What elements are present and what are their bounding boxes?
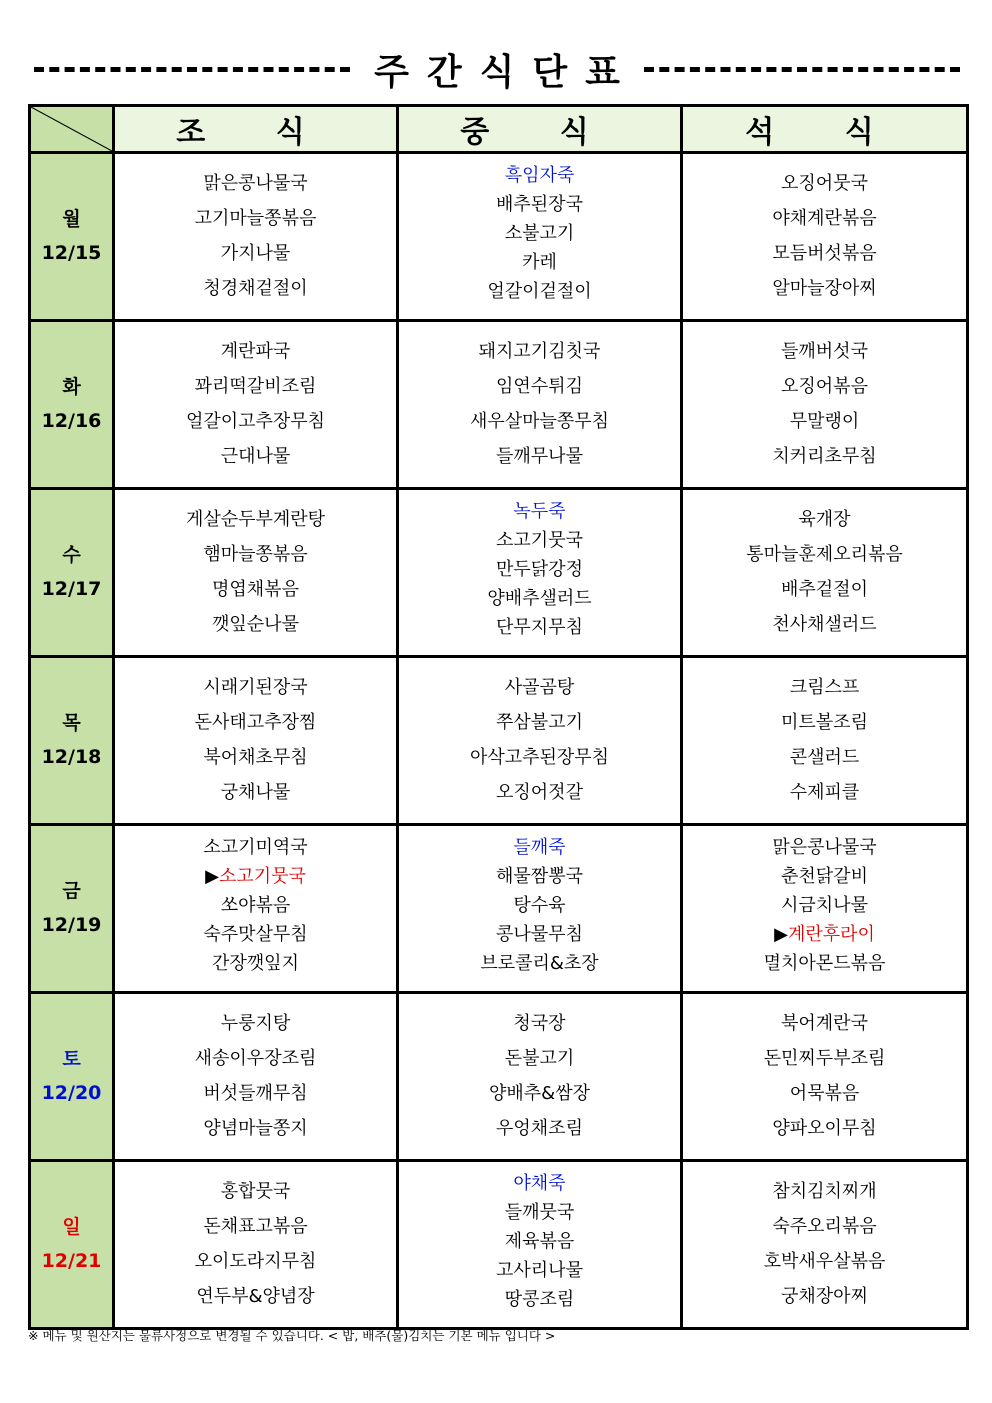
menu-item [489,1082,590,1106]
menu-item [195,375,317,399]
menu-item-text: 카레 [522,251,557,273]
date-label: 12/18 [41,745,102,768]
breakfast-menu-list [115,1180,396,1309]
day-row [30,1161,968,1329]
menu-item [487,280,591,304]
menu-item-text: 임연수튀김 [496,376,583,397]
menu-item [203,923,307,947]
menu-item-text: 궁채나물 [220,782,291,803]
menu-item [496,558,583,582]
arrow-marker-icon: ▶ [205,865,219,887]
menu-item-text: 야채계란볶음 [772,208,877,229]
dinner-menu-list [683,836,966,976]
header-lunch: 중 식 [398,106,682,153]
menu-item [195,207,317,231]
menu-item-text: 숙주맛살무침 [203,923,308,945]
breakfast-cell [114,993,398,1161]
menu-item [781,894,868,918]
breakfast-cell [114,1161,398,1329]
menu-item [186,508,325,532]
menu-item [790,410,860,434]
day-row [30,489,968,657]
menu-item [764,1250,886,1274]
menu-item-text: 흑임자죽 [504,164,575,186]
dinner-cell [682,657,968,825]
menu-item [781,1285,868,1309]
menu-item-text: 꽈리떡갈비조림 [194,376,317,397]
menu-item [203,1082,307,1106]
menu-item [772,1215,876,1239]
menu-item-text: 소고기미역국 [203,836,308,858]
menu-item-text: 육개장 [798,509,851,530]
dinner-cell [682,489,968,657]
weekday-label: 목 [62,712,81,735]
menu-item [496,616,583,640]
menu-item-text: 햄마늘쫑볶음 [203,544,308,565]
date-label: 12/19 [41,913,102,936]
lunch-cell [398,993,682,1161]
menu-item [496,923,583,947]
diagonal-line [31,107,112,151]
menu-item [505,1047,575,1071]
menu-item-text: 들깨뭇국 [504,1201,575,1223]
menu-item-text: 게살순두부계란탕 [185,509,326,530]
weekday-label: 금 [62,880,81,903]
menu-item [496,1117,583,1141]
menu-item [203,1117,307,1141]
day-label-cell [30,153,114,321]
dinner-cell [682,153,968,321]
breakfast-menu-list [115,508,396,637]
day-label-cell [30,825,114,993]
day-label-cell [30,321,114,489]
corner-cell [30,106,114,153]
menu-item-text: 콩나물무침 [496,923,583,945]
menu-item-text: 숙주오리볶음 [772,1216,877,1237]
dinner-menu-list [683,340,966,469]
menu-item-text: 궁채장아찌 [781,1286,868,1307]
breakfast-cell [114,657,398,825]
lunch-menu-list [399,676,680,805]
page-title: 주간식단표 [374,51,638,93]
menu-item-text: 사골곰탕 [504,677,575,698]
title-dash-left [34,67,350,72]
menu-item [221,1180,291,1204]
menu-item-text: 새우살마늘쫑무침 [469,411,610,432]
menu-item-text: 돼지고기김칫국 [478,341,601,362]
menu-item [790,1082,860,1106]
menu-item [480,952,598,976]
menu-item [203,1215,307,1239]
menu-item [781,865,868,889]
menu-item [522,251,557,275]
day-label-cell [30,489,114,657]
dinner-menu-list [683,676,966,805]
menu-item-text: 천사채샐러드 [772,614,877,635]
menu-item [772,1117,876,1141]
breakfast-menu-list [115,1012,396,1141]
menu-item [496,1259,583,1283]
menu-item-text: 들깨무나물 [496,446,583,467]
menu-item [781,1012,868,1036]
menu-item-text: 누룽지탕 [220,1013,291,1034]
menu-item-text: 소불고기 [504,222,575,244]
dinner-cell [682,321,968,489]
dinner-menu-list [683,508,966,637]
menu-item [781,375,868,399]
lunch-cell [398,321,682,489]
porridge-item [513,500,565,524]
breakfast-cell [114,489,398,657]
breakfast-menu-list [115,340,396,469]
menu-item [772,613,876,637]
menu-item-text: 만두닭강정 [496,558,583,580]
date-label: 12/16 [41,409,102,432]
dinner-cell [682,1161,968,1329]
menu-item-text: 소고기뭇국 [218,865,306,887]
menu-item-text: 수제피클 [789,782,860,803]
breakfast-cell [114,321,398,489]
menu-item [221,340,291,364]
menu-item [203,676,307,700]
menu-item-text: 미트볼조림 [781,712,868,733]
dinner-cell [682,993,968,1161]
weekly-menu-table [28,104,969,1330]
menu-item-text: 무말랭이 [789,411,860,432]
lunch-cell [398,1161,682,1329]
menu-item [781,172,868,196]
menu-item [203,543,307,567]
header-dinner: 석 식 [682,106,968,153]
menu-item [203,277,307,301]
menu-item-text: 새송이우장조림 [194,1048,317,1069]
menu-item-text: 고기마늘쫑볶음 [194,208,317,229]
menu-item [790,781,860,805]
menu-item [186,410,325,434]
menu-item [221,781,291,805]
menu-item [221,242,291,266]
weekday-label: 월 [62,208,81,231]
menu-item-text: 맑은콩나물국 [772,836,877,858]
menu-item-text: 오이도라지무침 [194,1251,317,1272]
menu-item-text: 시금치나물 [781,894,868,916]
weekday-label: 일 [62,1216,81,1239]
lunch-menu-list [399,1012,680,1141]
breakfast-menu-list [115,676,396,805]
menu-item-text: 버섯들깨무침 [203,1083,308,1104]
menu-item [470,410,609,434]
menu-item-text: 돈불고기 [504,1048,575,1069]
menu-item-text: 어묵볶음 [789,1083,860,1104]
menu-item-text: 근대나물 [220,446,291,467]
lunch-cell [398,489,682,657]
menu-item-text: 우엉채조림 [496,1118,583,1139]
menu-item-text: 녹두죽 [513,500,566,522]
menu-item [772,445,876,469]
day-row [30,657,968,825]
date-label: 12/20 [41,1081,102,1104]
menu-item-text: 쭈삼불고기 [496,712,583,733]
menu-item-text: 배추된장국 [496,193,583,215]
menu-item-text: 소고기뭇국 [496,529,583,551]
menu-item [496,375,583,399]
menu-item-text: 홍합뭇국 [220,1181,291,1202]
arrow-marker-icon: ▶ [774,923,788,945]
menu-item-text: 콘샐러드 [789,747,860,768]
menu-item [221,445,291,469]
porridge-item [513,1172,565,1196]
menu-item-text: 브로콜리&초장 [480,952,599,974]
menu-item-text: 간장깻잎지 [212,952,299,974]
menu-item-text: 명엽채볶음 [212,579,299,600]
menu-item [764,952,886,976]
footnote: ※ 메뉴 및 원산지는 물류사정으로 변경될 수 있습니다. < 밥, 배추(물)김치는 기본 메뉴 입니다 > [28,1328,556,1343]
menu-item [195,1250,317,1274]
menu-item-text: 계란후라이 [787,923,875,945]
menu-item [513,1012,565,1036]
menu-item-text: 가지나물 [220,243,291,264]
menu-item [746,543,903,567]
porridge-item [505,164,575,188]
menu-item-text: 고사리나물 [496,1259,583,1281]
dinner-cell [682,825,968,993]
title-dash-right [644,67,960,72]
menu-item-text: 북어계란국 [781,1013,868,1034]
menu-item [470,746,609,770]
menu-item [505,222,575,246]
menu-item [513,894,565,918]
dinner-menu-list [683,1012,966,1141]
menu-item-text: 청경채겉절이 [203,278,308,299]
menu-item-text: 북어채초무침 [203,747,308,768]
menu-item [790,746,860,770]
menu-item [221,894,291,918]
menu-item-text: 멸치아몬드볶음 [763,952,886,974]
menu-item [781,340,868,364]
menu-item-text: 양배추&쌈장 [489,1083,590,1104]
menu-item-text: 청국장 [513,1013,566,1034]
lunch-cell [398,825,682,993]
menu-item-text: 참치김치찌개 [772,1181,877,1202]
lunch-cell [398,153,682,321]
menu-item [772,836,876,860]
weekday-label: 토 [62,1048,81,1071]
menu-item [221,1012,291,1036]
menu-item-text: 연두부&양념장 [196,1286,315,1307]
menu-item-text: 쏘야볶음 [220,894,291,916]
menu-item-text: 통마늘훈제오리볶음 [746,544,903,565]
lunch-menu-list [399,340,680,469]
lunch-cell [398,657,682,825]
day-row [30,153,968,321]
menu-item [212,952,299,976]
day-row [30,993,968,1161]
menu-item [505,1230,575,1254]
special-menu-item [774,923,875,947]
menu-item [790,676,860,700]
menu-item [496,445,583,469]
menu-item-text: 제육볶음 [504,1230,575,1252]
menu-item [496,865,583,889]
menu-item [798,508,850,532]
menu-item-text: 계란파국 [220,341,291,362]
menu-item [496,711,583,735]
header-breakfast: 조 식 [114,106,398,153]
day-row [30,825,968,993]
menu-item-text: 춘천닭갈비 [781,865,868,887]
menu-item-text: 양파오이무침 [772,1118,877,1139]
menu-item [203,836,307,860]
day-row [30,321,968,489]
weekday-label: 수 [62,544,81,567]
menu-item-text: 양배추샐러드 [487,587,592,609]
menu-item [203,746,307,770]
menu-item [196,1285,314,1309]
menu-item [195,1047,317,1071]
menu-item-text: 얼갈이고추장무침 [185,411,326,432]
menu-item [212,578,299,602]
menu-item [772,207,876,231]
date-label: 12/15 [41,241,102,264]
porridge-item [513,836,565,860]
menu-item-text: 시래기된장국 [203,677,308,698]
menu-item [496,781,583,805]
menu-item-text: 호박새우살볶음 [763,1251,886,1272]
menu-item-text: 오징어뭇국 [781,173,868,194]
menu-item [764,1047,886,1071]
menu-item [505,1288,575,1312]
menu-item [781,578,868,602]
menu-item [487,587,591,611]
menu-body [30,153,968,1329]
menu-item [772,1180,876,1204]
menu-item-text: 돈사태고추장찜 [194,712,317,733]
lunch-menu-list [399,1172,680,1312]
menu-item-text: 알마늘장아찌 [772,278,877,299]
breakfast-menu-list [115,172,396,301]
menu-item-text: 얼갈이겉절이 [487,280,592,302]
menu-item-text: 돈민찌두부조림 [763,1048,886,1069]
day-label-cell [30,993,114,1161]
menu-item-text: 깻잎순나물 [212,614,299,635]
menu-item-text: 해물짬뽕국 [496,865,583,887]
menu-item [505,676,575,700]
dinner-menu-list [683,172,966,301]
lunch-menu-list [399,500,680,640]
day-label-cell [30,1161,114,1329]
menu-item [505,1201,575,1225]
date-label: 12/21 [41,1249,102,1272]
menu-item [212,613,299,637]
header-row [30,106,968,153]
dinner-menu-list [683,1180,966,1309]
menu-item [195,711,317,735]
weekday-label: 화 [62,376,81,399]
menu-item [203,172,307,196]
breakfast-cell [114,825,398,993]
menu-item [772,242,876,266]
page-title-row [28,44,966,94]
menu-item-text: 아삭고추된장무침 [469,747,610,768]
menu-item [479,340,601,364]
breakfast-menu-list [115,836,396,976]
menu-item-text: 야채죽 [513,1172,566,1194]
breakfast-cell [114,153,398,321]
menu-item-text: 치커리초무침 [772,446,877,467]
menu-item-text: 돈채표고볶음 [203,1216,308,1237]
menu-item-text: 맑은콩나물국 [203,173,308,194]
menu-item-text: 들깨버섯국 [781,341,868,362]
menu-item [496,193,583,217]
menu-item-text: 모듬버섯볶음 [772,243,877,264]
menu-item-text: 오징어젓갈 [496,782,583,803]
menu-item-text: 배추겉절이 [781,579,868,600]
menu-item-text: 오징어볶음 [781,376,868,397]
menu-item-text: 단무지무침 [496,616,583,638]
special-menu-item [205,865,306,889]
date-label: 12/17 [41,577,102,600]
day-label-cell [30,657,114,825]
menu-item-text: 탕수육 [513,894,566,916]
menu-item-text: 들깨죽 [513,836,566,858]
menu-item [772,277,876,301]
menu-item-text: 땅콩조림 [504,1288,575,1310]
menu-item [781,711,868,735]
lunch-menu-list [399,164,680,304]
menu-item [496,529,583,553]
menu-item-text: 양념마늘쫑지 [203,1118,308,1139]
menu-item-text: 크림스프 [789,677,860,698]
lunch-menu-list [399,836,680,976]
